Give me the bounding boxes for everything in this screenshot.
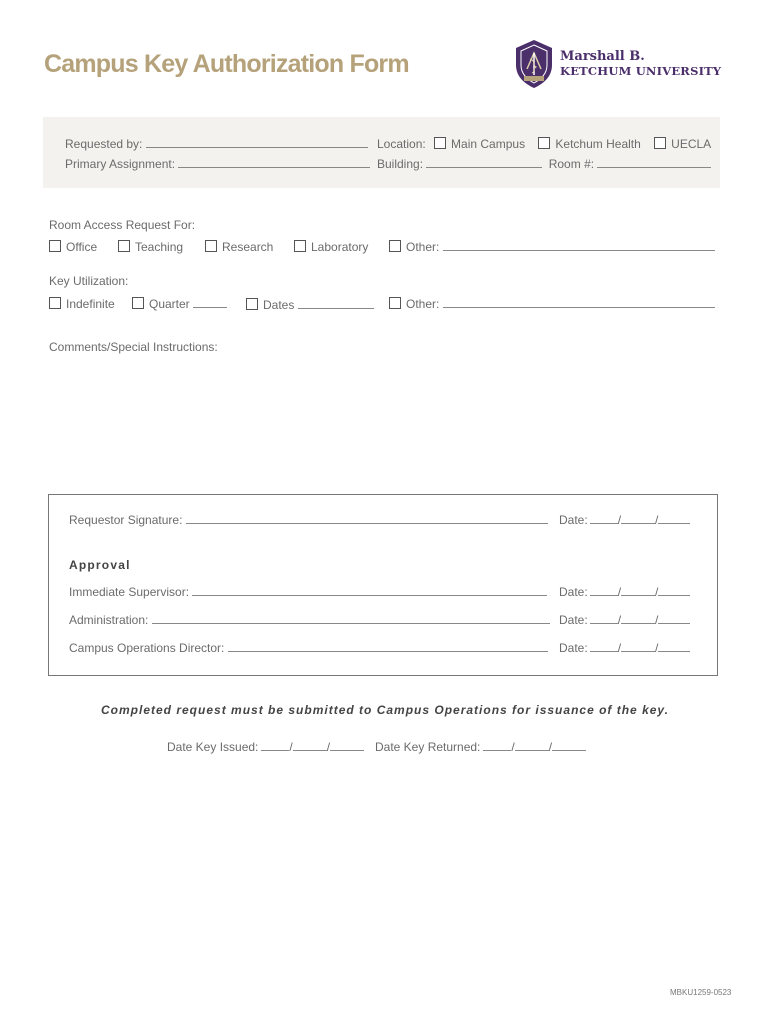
dates-field[interactable] bbox=[298, 298, 374, 309]
indefinite-checkbox[interactable] bbox=[49, 297, 61, 309]
requested-by-label: Requested by: bbox=[65, 137, 143, 151]
administration-date-month[interactable] bbox=[590, 613, 618, 624]
administration-row bbox=[69, 613, 550, 627]
requestor-date-label: Date: bbox=[559, 513, 588, 527]
quarter-field[interactable] bbox=[193, 297, 227, 308]
uecla-checkbox[interactable] bbox=[654, 137, 666, 149]
supervisor-date-row: Date: / / bbox=[559, 585, 690, 599]
issued-date-day[interactable] bbox=[293, 740, 327, 751]
date-returned-label: Date Key Returned: bbox=[375, 740, 481, 754]
indefinite-label: Indefinite bbox=[66, 297, 115, 311]
main-campus-checkbox[interactable] bbox=[434, 137, 446, 149]
key-util-other bbox=[389, 297, 715, 311]
uecla-label: UECLA bbox=[671, 137, 712, 151]
supervisor-row bbox=[69, 585, 547, 599]
returned-date-day[interactable] bbox=[515, 740, 549, 751]
key-util-dates bbox=[246, 298, 374, 312]
requested-by-row bbox=[65, 137, 368, 151]
issued-date-month[interactable] bbox=[261, 740, 289, 751]
building-field[interactable] bbox=[426, 157, 542, 168]
key-other-checkbox[interactable] bbox=[389, 297, 401, 309]
administration-date-label: Date: bbox=[559, 613, 588, 627]
key-util-quarter bbox=[132, 297, 227, 311]
teaching-label: Teaching bbox=[135, 240, 184, 254]
request-info-panel bbox=[43, 117, 720, 188]
dates-label: Dates bbox=[263, 298, 295, 312]
room-access-other bbox=[389, 240, 715, 254]
key-other-field[interactable] bbox=[443, 297, 715, 308]
room-label: Room #: bbox=[548, 157, 595, 171]
director-label: Campus Operations Director: bbox=[69, 641, 225, 655]
room-field[interactable] bbox=[597, 157, 711, 168]
quarter-checkbox[interactable] bbox=[132, 297, 144, 309]
approval-heading: Approval bbox=[69, 558, 131, 572]
administration-signature-field[interactable] bbox=[152, 613, 550, 624]
key-util-indefinite bbox=[49, 297, 115, 311]
office-checkbox[interactable] bbox=[49, 240, 61, 252]
requestor-signature-row bbox=[69, 513, 548, 527]
requestor-date-month[interactable] bbox=[590, 513, 618, 524]
comments-label: Comments/Special Instructions: bbox=[49, 340, 218, 354]
supervisor-date-day[interactable] bbox=[621, 585, 655, 596]
supervisor-label: Immediate Supervisor: bbox=[69, 585, 190, 599]
returned-date-month[interactable] bbox=[483, 740, 511, 751]
director-date-row: Date: / / bbox=[559, 641, 690, 655]
room-other-field[interactable] bbox=[443, 240, 715, 251]
director-row bbox=[69, 641, 548, 655]
director-date-label: Date: bbox=[559, 641, 588, 655]
supervisor-date-month[interactable] bbox=[590, 585, 618, 596]
university-logo bbox=[514, 39, 721, 89]
supervisor-date-year[interactable] bbox=[658, 585, 690, 596]
director-date-year[interactable] bbox=[658, 641, 690, 652]
requestor-date-day[interactable] bbox=[621, 513, 655, 524]
dates-checkbox[interactable] bbox=[246, 298, 258, 310]
issued-date-year[interactable] bbox=[330, 740, 364, 751]
primary-assignment-field[interactable] bbox=[178, 157, 370, 168]
room-access-research bbox=[205, 240, 273, 254]
research-checkbox[interactable] bbox=[205, 240, 217, 252]
requestor-signature-field[interactable] bbox=[186, 513, 548, 524]
supervisor-signature-field[interactable] bbox=[192, 585, 547, 596]
laboratory-checkbox[interactable] bbox=[294, 240, 306, 252]
key-utilization-heading: Key Utilization: bbox=[49, 274, 129, 288]
research-label: Research bbox=[222, 240, 274, 254]
room-access-office bbox=[49, 240, 97, 254]
key-other-label: Other: bbox=[406, 297, 440, 311]
logo-text-line2: KETCHUM UNIVERSITY bbox=[560, 64, 722, 78]
submission-notice: Completed request must be submitted to Campus Operations for issuance of the key. bbox=[101, 703, 669, 717]
date-issued-label: Date Key Issued: bbox=[167, 740, 259, 754]
form-code: MBKU1259-0523 bbox=[670, 988, 732, 997]
location-row bbox=[377, 137, 711, 151]
logo-text-line1: Marshall B. bbox=[560, 49, 645, 64]
requestor-signature-label: Requestor Signature: bbox=[69, 513, 183, 527]
returned-date-year[interactable] bbox=[552, 740, 586, 751]
ketchum-health-label: Ketchum Health bbox=[555, 137, 641, 151]
primary-assignment-row bbox=[65, 157, 370, 171]
date-issued-row: Date Key Issued: / / bbox=[167, 740, 364, 754]
director-signature-field[interactable] bbox=[228, 641, 548, 652]
university-shield-icon bbox=[514, 39, 554, 89]
quarter-label: Quarter bbox=[149, 297, 190, 311]
administration-date-year[interactable] bbox=[658, 613, 690, 624]
building-label: Building: bbox=[377, 157, 424, 171]
building-room-row bbox=[377, 157, 711, 171]
room-other-checkbox[interactable] bbox=[389, 240, 401, 252]
room-access-heading: Room Access Request For: bbox=[49, 218, 196, 232]
room-access-laboratory bbox=[294, 240, 368, 254]
administration-label: Administration: bbox=[69, 613, 149, 627]
laboratory-label: Laboratory bbox=[311, 240, 369, 254]
comments-area[interactable] bbox=[49, 360, 717, 480]
room-access-teaching bbox=[118, 240, 183, 254]
supervisor-date-label: Date: bbox=[559, 585, 588, 599]
room-other-label: Other: bbox=[406, 240, 440, 254]
requestor-date-row: Date: / / bbox=[559, 513, 690, 527]
administration-date-day[interactable] bbox=[621, 613, 655, 624]
director-date-month[interactable] bbox=[590, 641, 618, 652]
teaching-checkbox[interactable] bbox=[118, 240, 130, 252]
location-label: Location: bbox=[377, 137, 426, 151]
page-title: Campus Key Authorization Form bbox=[44, 50, 409, 78]
ketchum-health-checkbox[interactable] bbox=[538, 137, 550, 149]
date-returned-row: Date Key Returned: / / bbox=[375, 740, 586, 754]
primary-assignment-label: Primary Assignment: bbox=[65, 157, 176, 171]
director-date-day[interactable] bbox=[621, 641, 655, 652]
requestor-date-year[interactable] bbox=[658, 513, 690, 524]
office-label: Office bbox=[66, 240, 98, 254]
administration-date-row: Date: / / bbox=[559, 613, 690, 627]
main-campus-label: Main Campus bbox=[451, 137, 526, 151]
requested-by-field[interactable] bbox=[146, 137, 368, 148]
